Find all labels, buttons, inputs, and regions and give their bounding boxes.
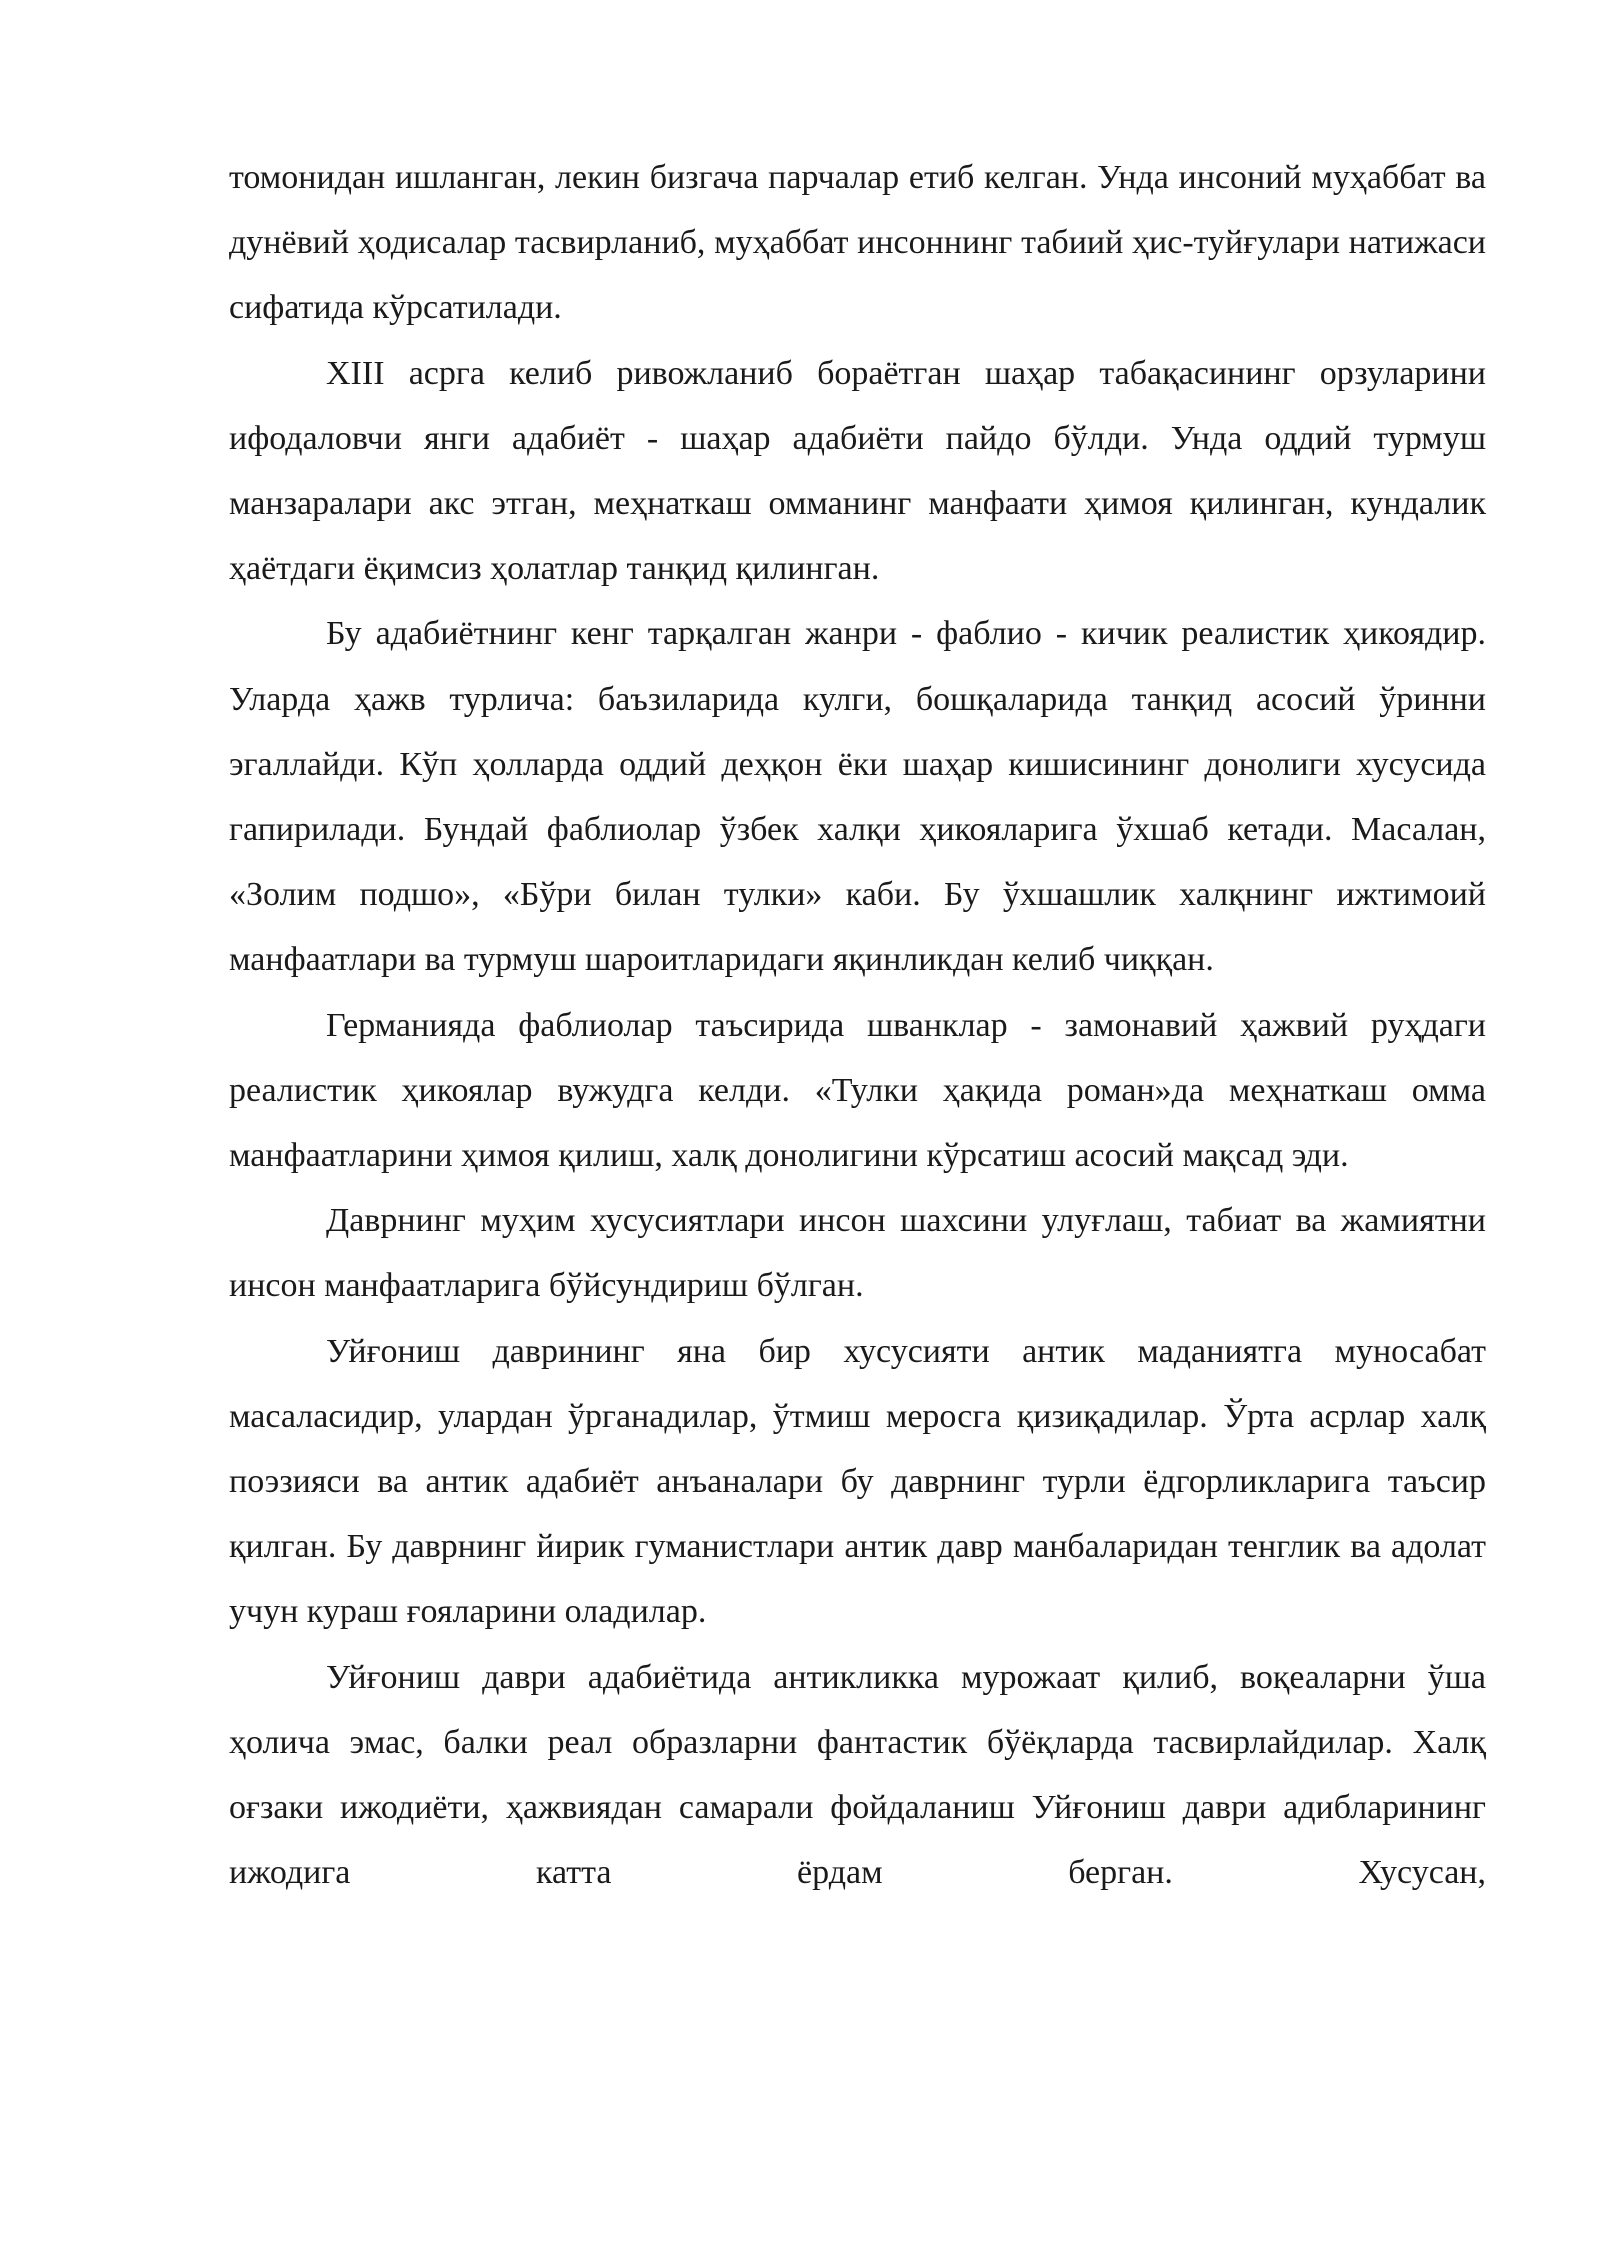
paragraph-5: Даврнинг муҳим хусусиятлари инсон шахсини улуғлаш, табиат ва жамиятни инсон манфаатларига бўйсундириш бўлган. — [229, 1202, 1486, 1305]
paragraph-4: Германияда фаблиолар таъсирида шванклар - замонавий ҳажвий руҳдаги реалистик ҳикоялар вужудга келди. «Тулки ҳақида роман»да меҳнаткаш омма манфаатларини ҳимоя қилиш, халқ донолигини кўрсатиш асосий мақсад эди. — [229, 1006, 1486, 1175]
paragraph-3: Бу адабиётнинг кенг тарқалган жанри - фаблио - кичик реалистик ҳикоядир. Уларда ҳажв турлича: баъзиларида кулги, бошқаларида танқид асосий ўринни эгаллайди. Кўп ҳолларда оддий деҳқон ёки шаҳар кишисининг донолиги хусусида гапирилади. Бундай фаблиолар ўзбек халқи ҳикояларига ўхшаб кетади. Масалан, «Золим подшо», «Бўри билан тулки» каби. Бу ўхшашлик халқнинг ижтимоий манфаатлари ва турмуш шароитларидаги яқинликдан келиб чиққан. — [229, 615, 1486, 979]
paragraph-7: Уйғониш даври адабиётида антикликка мурожаат қилиб, воқеаларни ўша ҳолича эмас, балки реал образларни фантастик бўёқларда тасвирлайдилар. Халқ оғзаки ижодиёти, ҳажвиядан самарали фойдаланиш Уйғониш даври адибларининг ижодига катта ёрдам берган. Хусусан, — [229, 1658, 1486, 1892]
paragraph-1: томонидан ишланган, лекин бизгача парчалар етиб келган. Унда инсоний муҳаббат ва дунёвий ҳодисалар тасвирланиб, муҳаббат инсоннинг табиий ҳис-туйғулари натижаси сифатида кўрсатилади. — [229, 159, 1486, 327]
paragraph-6: Уйғониш даврининг яна бир хусусияти антик маданиятга муносабат масаласидир, улардан ўрганадилар, ўтмиш меросга қизиқадилар. Ўрта асрлар халқ поэзияси ва антик адабиёт анъаналари бу даврнинг турли ёдгорликларига таъсир қилган. Бу даврнинг йирик гуманистлари антик давр манбаларидан тенглик ва адолат учун кураш ғояларини оладилар. — [229, 1332, 1486, 1631]
document-body — [229, 145, 1486, 1905]
paragraph-2: XIII асрга келиб ривожланиб бораётган шаҳар табақасининг орзуларини ифодаловчи янги адабиёт - шаҳар адабиёти пайдо бўлди. Унда оддий турмуш манзаралари акс этган, меҳнаткаш омманинг манфаати ҳимоя қилинган, кундалик ҳаётдаги ёқимсиз ҳолатлар танқид қилинган. — [229, 354, 1486, 588]
